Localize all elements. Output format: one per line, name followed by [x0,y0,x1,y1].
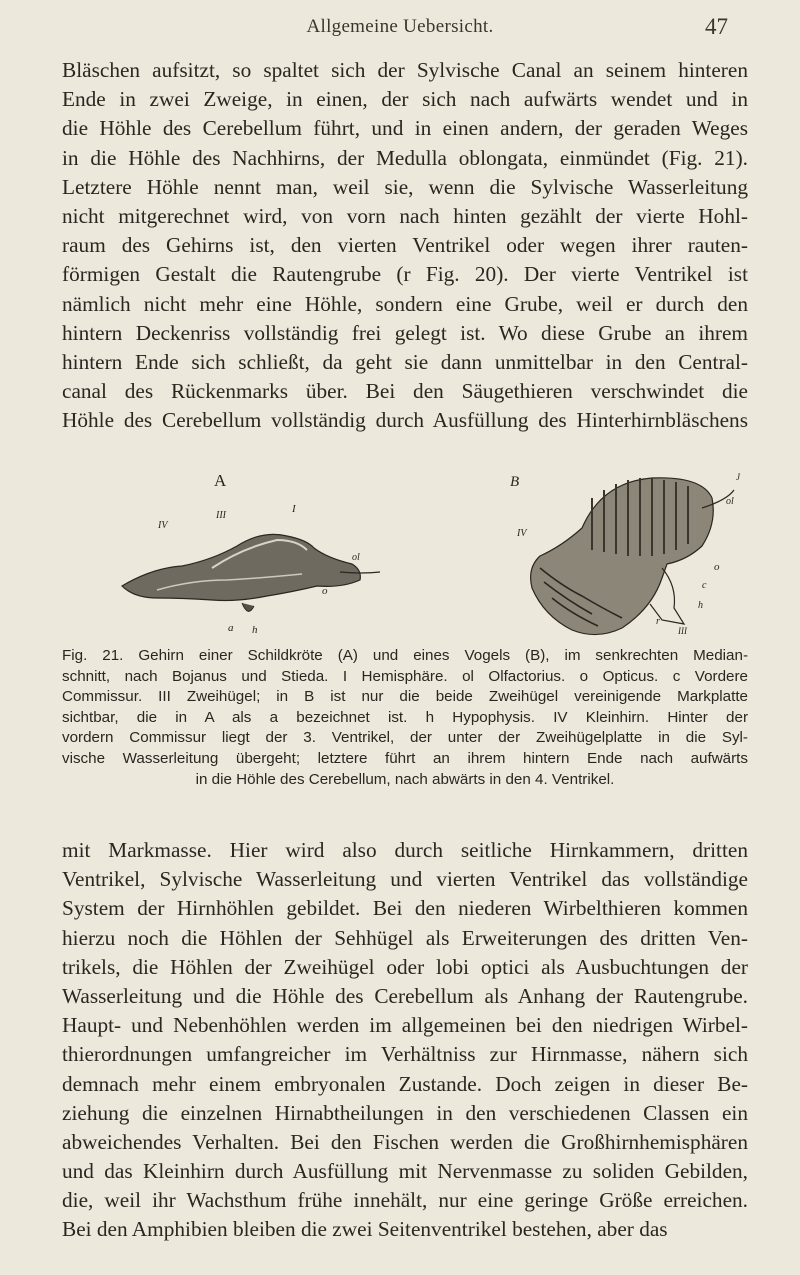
text-line: demnach mehr einem embryonalen Zustande. Doch zeigen in dieser Be- [62,1071,748,1096]
bird-brain-drawing [510,472,741,636]
paragraph-2 [62,836,748,1245]
running-head: Allgemeine Uebersicht. [306,16,494,37]
text-line: abweichendes Verhalten. Bei den Fischen werden die Großhirnhemisphären [62,1129,748,1154]
label-j: J [736,472,740,482]
caption-line: vordern Commissur liegt der 3. Ventrikel, der unter der Zweihügelplatte in die Syl- [62,729,748,747]
text-line: Wasserleitung und die Höhle des Cerebellum als Anhang der Rautengrube. [62,983,748,1008]
page-header [60,16,740,46]
label-iii: III [216,510,226,521]
figure-caption [62,646,748,790]
text-line: Haupt- und Nebenhöhlen werden im allgemeinen bei den niedrigen Wirbel- [62,1013,748,1038]
text-line: ziehung die einzelnen Hirnabtheilungen in den verschiedenen Classen ein [62,1100,748,1125]
text-line: canal des Rückenmarks über. Bei den Säugethieren verschwindet die [62,379,748,404]
label-ol: ol [352,552,360,563]
text-line: hierzu noch die Höhlen der Sehhügel als Erweiterungen des dritten Ven- [62,925,748,950]
label-b-h: h [698,600,703,611]
text-line: thierordnungen umfangreicher im Verhältniss zur Hirnmasse, nähern sich [62,1042,748,1067]
page-number: 47 [705,14,728,39]
label-o: o [322,585,328,597]
caption-line: vische Wasserleitung übergeht; letztere führt an ihrem hintern Ende nach aufwärts [62,749,748,767]
text-line: hintern Ende sich schließt, da geht sie dann unmittelbar in den Central- [62,349,748,374]
text-line: in die Höhle des Nachhirns, der Medulla oblongata, einmündet (Fig. 21). [62,145,748,170]
brain-illustration [62,468,748,643]
text-line: trikels, die Höhlen der Zweihügel oder lobi optici als Ausbuchtungen der [62,954,748,979]
text-line: Bläschen aufsitzt, so spaltet sich der Sylvische Canal an seinem hinteren [62,58,748,82]
text-line: raum des Gehirns ist, den vierten Ventrikel oder wegen ihrer rauten- [62,233,748,258]
hypophysis-shape [242,603,254,611]
label-i: I [292,503,296,515]
text-line: Bei den Amphibien bleiben die zwei Seitenventrikel bestehen, aber das [62,1217,668,1242]
label-a: a [228,622,234,634]
text-line: System der Hirnhöhlen gebildet. Bei den niederen Wirbelthieren kommen [62,896,748,921]
label-b-o: o [714,561,720,573]
text-line: nämlich nicht mehr eine Höhle, sondern eine Grube, weil er durch den [62,291,748,316]
text-line: Ende in zwei Zweige, in einen, der sich nach aufwärts wendet und in [62,87,748,112]
label-r: r [656,616,660,627]
text-line: nicht mitgerechnet wird, von vorn nach hinten gezählt der vierte Hohl- [62,203,748,228]
text-line: die Höhle des Cerebellum führt, und in einen andern, der geraden Weges [62,116,748,141]
caption-line: Fig. 21. Gehirn einer Schildkröte (A) und eines Vogels (B), im senkrechten Median- [62,647,748,664]
label-h: h [252,624,258,636]
text-line: und das Kleinhirn durch Ausfüllung mit Nervenmasse zu soliden Gebilden, [62,1159,748,1184]
text-line: mit Markmasse. Hier wird also durch seitliche Hirnkammern, dritten [62,838,748,862]
turtle-brain-drawing [122,471,380,636]
text-line: Höhle des Cerebellum vollständig durch Ausfüllung des Hinterhirnbläschens [62,408,748,433]
figure-a-label: A [214,471,227,490]
figure-b-label: B [510,474,520,490]
label-b-iv: IV [517,528,527,539]
text-line: Letztere Höhle nennt man, weil sie, wenn die Sylvische Wasserleitung [62,174,748,199]
bird-brain-outline [531,478,714,635]
text-line: Ventrikel, Sylvische Wasserleitung und vierten Ventrikel das vollständige [62,867,748,892]
caption-line: in die Höhle des Cerebellum, nach abwärts in den 4. Ventrikel. [195,770,615,788]
label-b-iii: III [678,626,687,636]
text-line: förmigen Gestalt die Rautengrube (r Fig. 20). Der vierte Ventrikel ist [62,262,748,287]
label-c: c [702,580,707,591]
caption-line: schnitt, nach Bojanus und Stieda. I Hemisphäre. ol Olfactorius. o Opticus. c Vordere [62,667,748,685]
caption-line: Commissur. III Zweihügel; in B ist nur die beide Zweihügel vereinigende Markplatte [62,688,748,706]
caption-line: sichtbar, die in A als a bezeichnet ist. h Hypophysis. IV Kleinhirn. Hinter der [62,708,748,726]
text-line: hintern Deckenriss vollständig frei gelegt ist. Wo diese Grube an ihrem [62,320,748,345]
paragraph-1 [62,56,748,435]
text-line: die, weil ihr Wachsthum frühe innehält, nur eine geringe Größe erreichen. [62,1188,748,1213]
label-b-ol: ol [726,496,734,507]
label-iv: IV [158,520,168,531]
figure-21 [62,468,748,643]
